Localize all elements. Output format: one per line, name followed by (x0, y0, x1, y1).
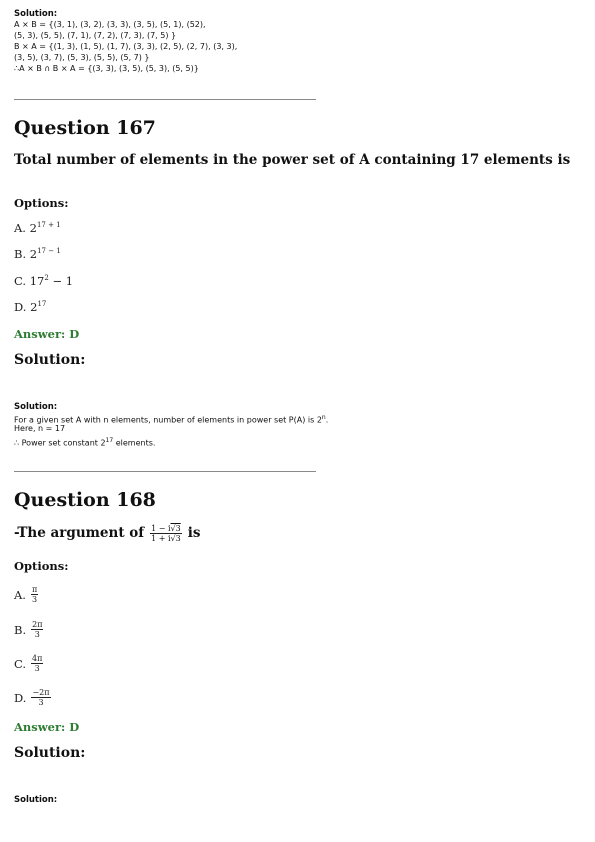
solution-line: ∴ Power set constant $2^{17}$ elements. (14, 437, 156, 448)
answer: Answer: D (14, 720, 80, 734)
answer: Answer: D (14, 327, 80, 341)
question-text: Total number of elements in the power set of A containing 17 elements is (14, 152, 571, 168)
solution-label: Solution: (14, 795, 58, 805)
option-c: C. $17^2 - 1$ (14, 274, 74, 288)
solution-label: Solution: (14, 402, 58, 412)
solution-line: For a given set A with n elements, number of elements in power set P(A) is 2$^n$. (14, 414, 329, 425)
options-label: Options: (14, 559, 69, 573)
question-title: Question 168 (14, 489, 156, 511)
top-solution-line: (5, 3), (5, 5), (7, 1), (7, 2), (7, 3), (7, 5) } (14, 31, 177, 40)
option-a: A. $\frac{\pi}{3}$ (14, 585, 38, 604)
option-b: B. $2^{17 - 1}$ (14, 247, 61, 261)
option-a: A. $2^{17 + 1}$ (14, 221, 61, 235)
question-title: Question 167 (14, 117, 156, 139)
top-solution-line: A × B = {(3, 1), (3, 2), (3, 3), (3, 5), (5, 1), (52), (14, 20, 206, 29)
divider (14, 99, 316, 100)
option-c: C. $\frac{4\pi}{3}$ (14, 654, 43, 673)
solution-line: Here, n = 17 (14, 424, 66, 433)
solution-heading: Solution: (14, 352, 86, 368)
top-solution-line: ∴A × B ∩ B × A = {(3, 3), (3, 5), (5, 3), (5, 5)} (14, 64, 199, 73)
solution-heading: Solution: (14, 745, 86, 761)
option-d: D. $\frac{-2\pi}{3}$ (14, 688, 50, 707)
top-solution-line: (3, 5), (3, 7), (5, 3), (5, 5), (5, 7) } (14, 53, 150, 62)
top-solution-label: Solution: (14, 9, 58, 19)
question-text: -The argument of $\frac{1 - i√3}{1 + i√3}$ is (14, 524, 201, 543)
divider (14, 471, 316, 472)
argument-fraction: $\frac{1 - i√3}{1 + i√3}$ (151, 524, 181, 543)
options-label: Options: (14, 196, 69, 210)
top-solution-line: B × A = {(1, 3), (1, 5), (1, 7), (3, 3), (2, 5), (2, 7), (3, 3), (14, 42, 238, 51)
option-d: D. $2^{17}$ (14, 300, 47, 314)
option-b: B. $\frac{2\pi}{3}$ (14, 620, 43, 639)
